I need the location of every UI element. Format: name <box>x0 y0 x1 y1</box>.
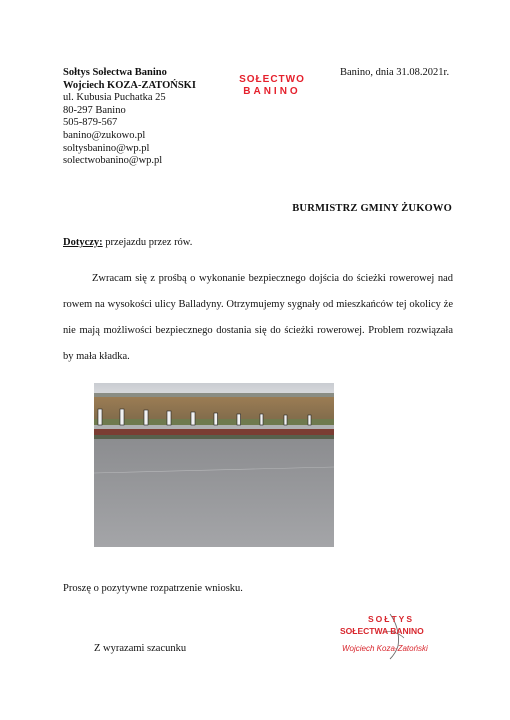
subject-line <box>63 237 192 248</box>
subject-label: Dotyczy: <box>63 237 103 248</box>
sender-email-2: soltysbanino@wp.pl <box>63 142 150 154</box>
sender-block <box>63 67 196 168</box>
sender-phone: 505-879-567 <box>63 117 118 129</box>
closing-request: Proszę o pozytywne rozpatrzenie wniosku. <box>63 583 243 594</box>
recipient: BURMISTRZ GMINY ŻUKOWO <box>292 203 452 214</box>
subject-text: przejazdu przez rów. <box>105 237 193 248</box>
logo-line-1: SOŁECTWO <box>239 74 305 85</box>
sender-office: Sołtys Sołectwa Banino <box>63 67 167 78</box>
letter-body: Zwracam się z prośbą o wykonanie bezpiecznego dojścia do ścieżki rowerowej nad rowem na wysokości ulicy Balladyny. Otrzymujemy sygnały od mieszkańców tej okolicy że nie mają możliwości bezpiecznego dostania się do ścieżki rowerowej. Problem rozwiązała by mała kładka. <box>63 273 453 362</box>
solectwo-logo <box>232 74 312 97</box>
stamp-office: SOŁECTWA BANINO <box>340 626 424 636</box>
closing-regards: Z wyrazami szacunku <box>94 643 187 654</box>
stamp-title: SOŁTYS <box>368 614 415 624</box>
logo-line-2: BANINO <box>243 86 301 97</box>
sender-postal: 80-297 Banino <box>63 104 126 116</box>
sender-name: Wojciech KOZA-ZATOŃSKI <box>63 79 196 91</box>
road-photo-image <box>94 383 334 547</box>
sender-email-3: solectwobanino@wp.pl <box>63 155 163 167</box>
sender-email-1: banino@zukowo.pl <box>63 129 146 141</box>
stamp-name: Wojciech Koza-Zatoński <box>342 644 428 653</box>
road-photo <box>94 383 334 547</box>
sender-street: ul. Kubusia Puchatka 25 <box>63 92 166 104</box>
official-stamp <box>338 612 448 662</box>
letter-date: Banino, dnia 31.08.2021r. <box>340 67 450 78</box>
